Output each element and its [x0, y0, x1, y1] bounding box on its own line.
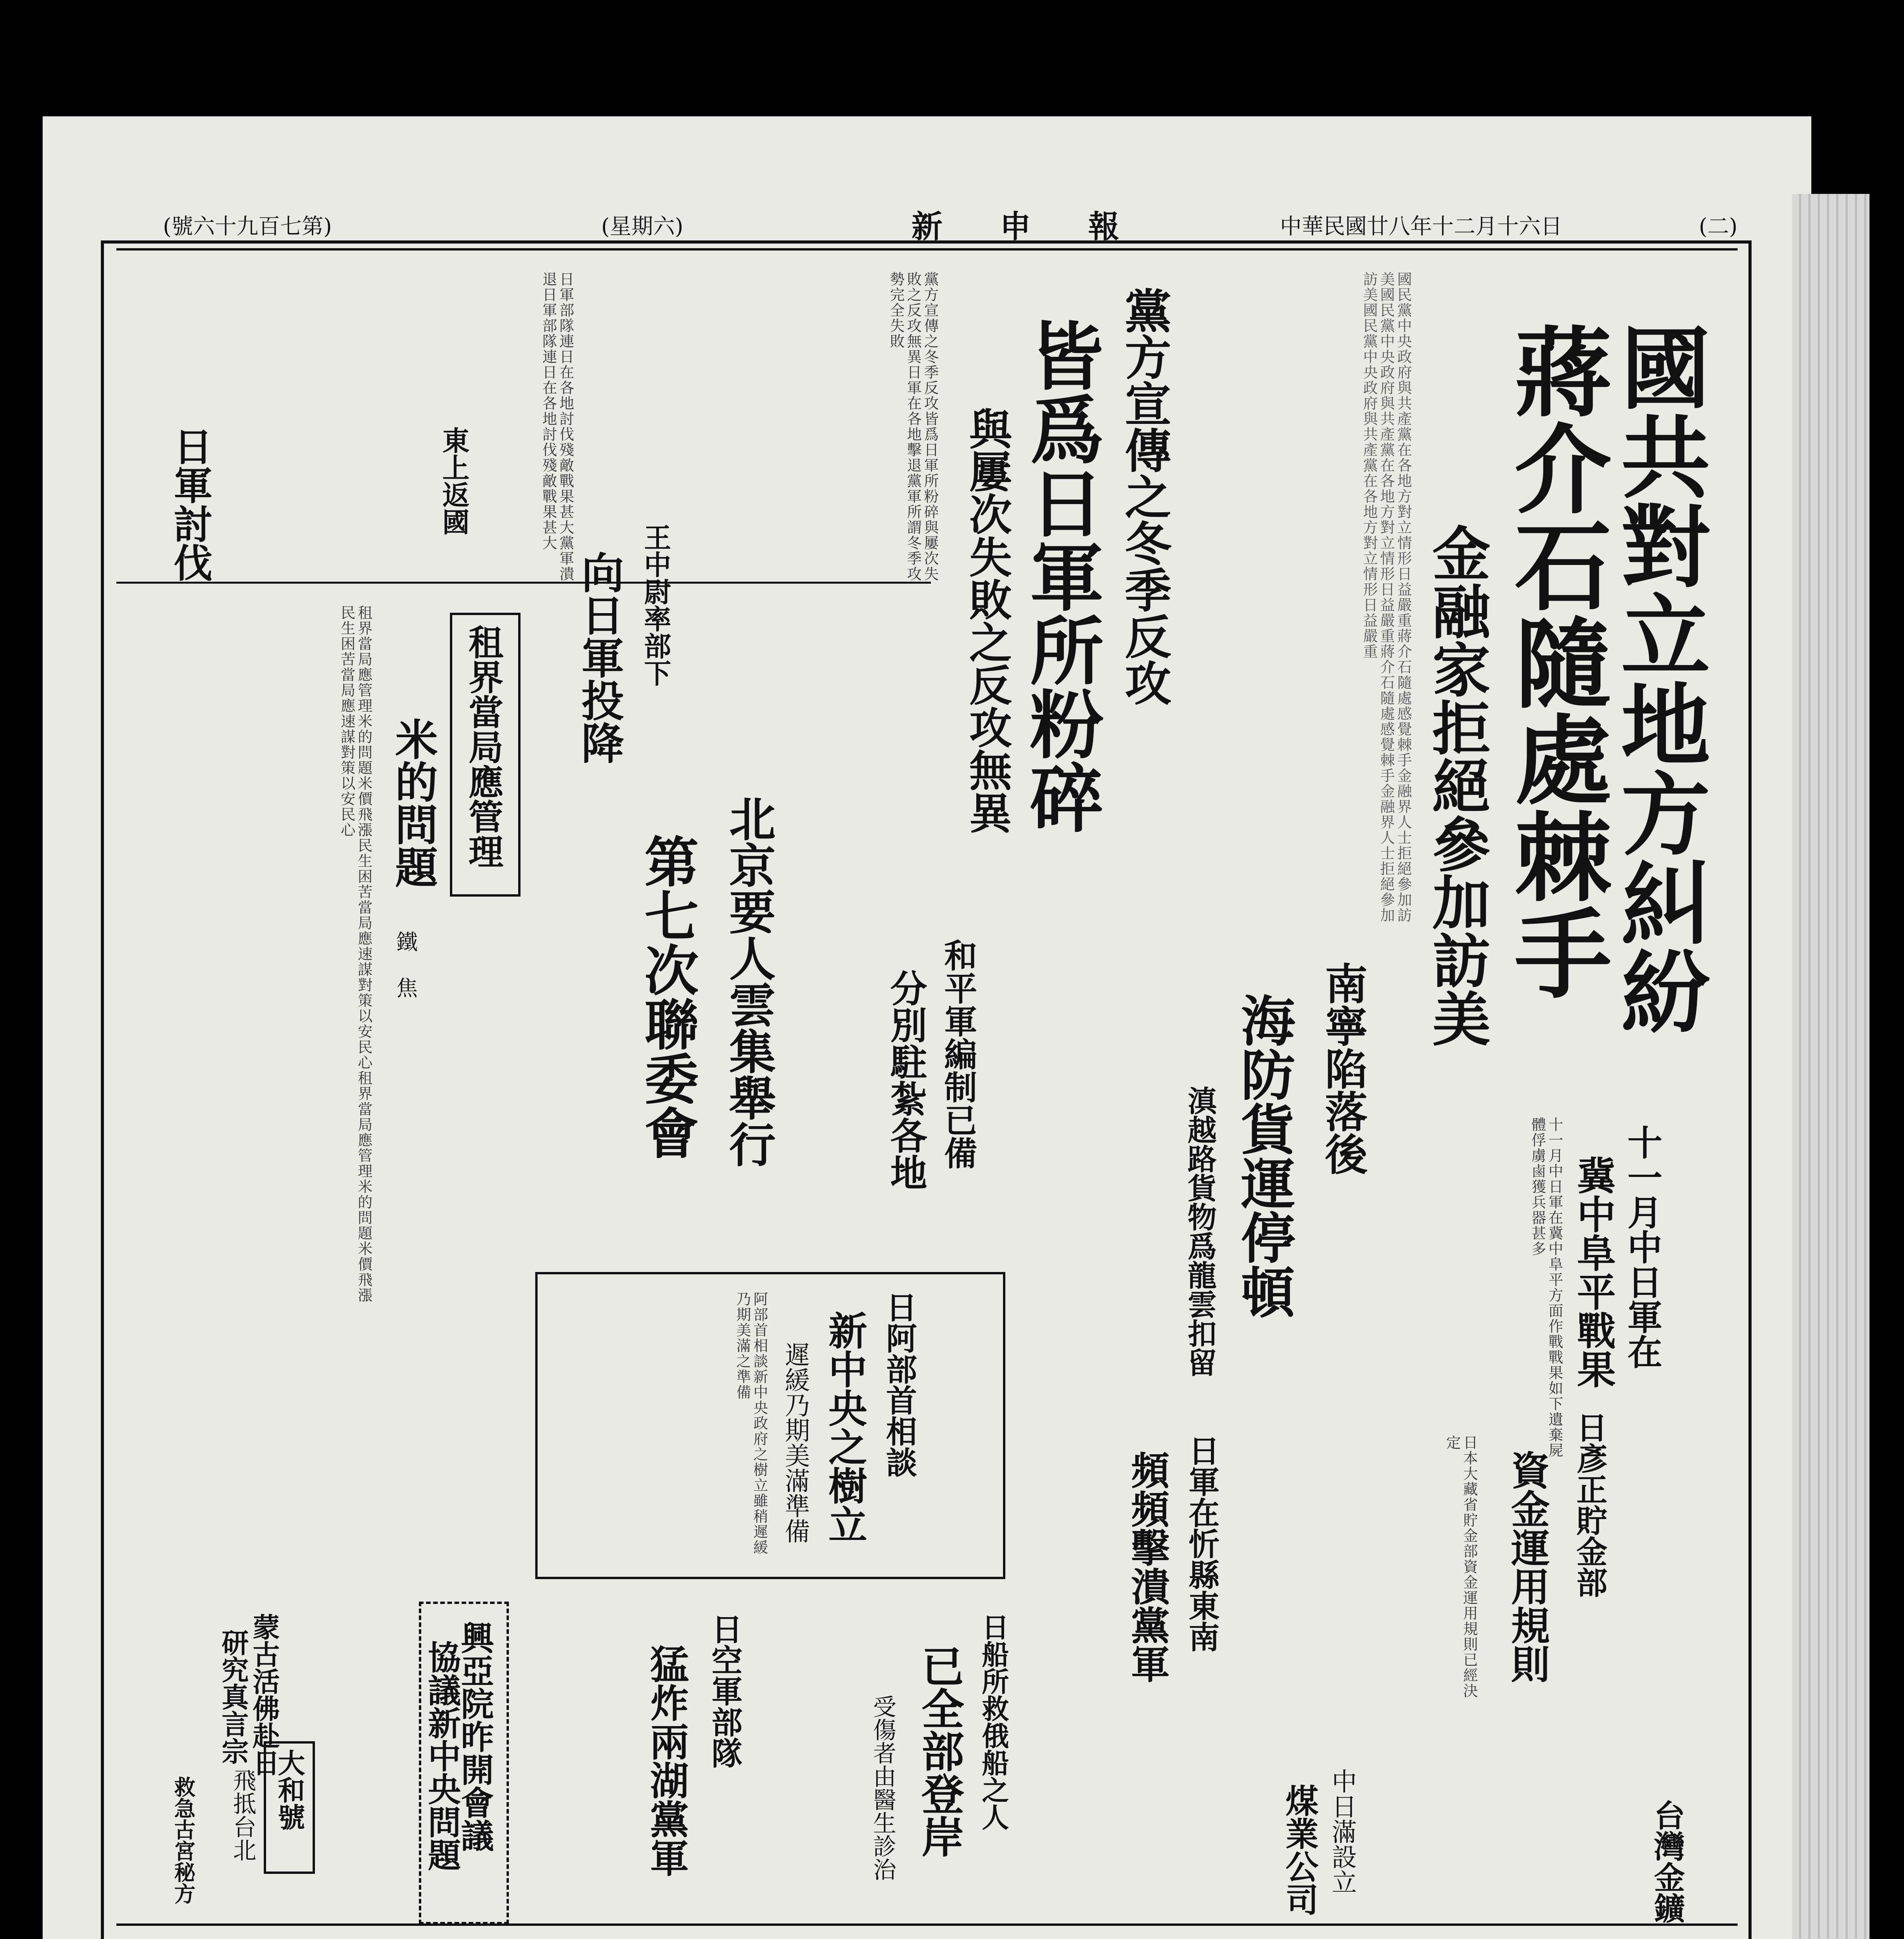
headline-counter-3: 與屢次失敗之反攻無異 — [962, 407, 1012, 834]
headline-airforce-1: 日空軍部隊 — [706, 1613, 743, 1768]
headline-beijing-1: 北京要人雲集舉行 — [721, 795, 776, 1167]
headline-abe-2: 新中央之樹立 — [822, 1311, 868, 1543]
headline-savings-2: 資金運用規則 — [1505, 1450, 1550, 1683]
headline-counter-1: 黨方宣傳之冬季反攻 — [1117, 287, 1172, 706]
paper-name: 新 申 報 — [911, 208, 1143, 245]
headline-counter-2: 皆爲日軍所粉碎 — [1018, 318, 1104, 834]
section-rule-1 — [116, 582, 931, 584]
headline-punish: 日軍討伐 — [167, 427, 213, 582]
page-stack-edge — [1792, 194, 1869, 1939]
headline-abe-1: 日阿部首相談 — [881, 1291, 917, 1478]
headline-coal-1: 中日滿設立 — [1327, 1768, 1356, 1894]
headline-remedy: 救急古宮秘方 — [171, 1776, 196, 1904]
headline-coal-2: 煤業公司 — [1280, 1784, 1319, 1916]
headline-rescue-2: 已全部登岸 — [915, 1644, 965, 1858]
headline-mongol-2: 研究真言宗 — [217, 1629, 249, 1764]
headline-savings-1: 日彥正貯金部 — [1571, 1412, 1608, 1598]
article-body-left-top: 日軍部隊連日在各地討伐殘敵戰果甚大黨軍潰退日軍部隊連日在各地討伐殘敵戰果甚大 — [540, 271, 574, 582]
weekday: (星期六) — [601, 214, 683, 239]
article-body-counter: 黨方宣傳之冬季反攻皆爲日軍所粉碎與屢次失敗之反攻無異日軍在各地擊退黨軍所謂冬季攻勢完全失敗 — [887, 271, 939, 582]
headline-xingya-1: 興亞院昨開會議 — [455, 1621, 494, 1852]
headline-rice-1: 租界當局應管理 — [462, 624, 503, 869]
headline-peace-army-2: 分別駐紮各地 — [884, 970, 927, 1191]
author-byline: 鐵 焦 — [393, 931, 418, 998]
issue-date: 中華民國廿八年十二月十六日 — [1280, 214, 1562, 239]
headline-main-1: 國共對立地方糾紛 — [1606, 322, 1710, 1035]
headline-yamato-1: 大和號 — [273, 1749, 306, 1830]
headline-rescue-3: 受傷者由醫生診治 — [869, 1695, 896, 1881]
article-body-rice: 租界當局應管理米的問題米價飛漲民生困苦當局應速謀對策以安民心租界當局應管理米的問題米價飛漲民生困苦當局應速謀對策以安民心 — [338, 605, 372, 1303]
headline-nanning-1: 南寧陷落後 — [1318, 962, 1368, 1175]
headline-main-2: 蔣介石隨處棘手 — [1498, 322, 1612, 1001]
headline-airforce-2: 猛炸兩湖黨軍 — [643, 1644, 689, 1877]
ad-top-rule — [116, 1923, 1738, 1926]
headline-rice-2: 米的問題 — [388, 717, 438, 888]
headline-fuping-1: 十一月中日軍在 — [1621, 1125, 1662, 1369]
headline-surrender-1: 王中尉率部下 — [640, 524, 672, 686]
headline-xinxian-2: 頻頻擊潰黨軍 — [1124, 1450, 1170, 1683]
article-body-savings: 日本大藏省貯金部資金運用規則已經決定 — [1444, 1435, 1478, 1699]
issue-number: (號六十九百七第) — [163, 214, 332, 239]
headline-xingya-2: 協議新中央問題 — [422, 1640, 461, 1871]
headline-rescue-1: 日船所救俄船之人 — [977, 1613, 1010, 1830]
article-body-fuping: 十一月中日軍在冀中阜平方面作戰戰果如下遺棄屍體俘虜鹵獲兵器甚多 — [1529, 1117, 1563, 1458]
article-body-abe: 阿部首相談新中央政府之樹立雖稍遲緩乃期美滿之準備 — [734, 1291, 768, 1555]
headline-abe-3: 遲緩乃期美滿準備 — [780, 1342, 809, 1543]
headline-beijing-2: 第七次聯委會 — [635, 834, 699, 1160]
headline-nanning-3: 滇越路貨物爲龍雲扣留 — [1183, 1086, 1217, 1377]
headline-main-3: 金融家拒絕參加訪美 — [1422, 524, 1491, 1047]
headline-taiwan-gold: 台灣金鑛 — [1649, 1799, 1685, 1923]
headline-xinxian-1: 日軍在忻縣東南 — [1183, 1435, 1220, 1652]
masthead-rule — [116, 248, 1738, 251]
headline-mongol-1: 蒙古活佛赴日 — [248, 1613, 280, 1776]
page-number: (二) — [1699, 214, 1738, 239]
headline-return: 東上返國 — [438, 427, 470, 535]
headline-nanning-2: 海防貨運停頓 — [1232, 993, 1295, 1319]
headline-yamato-2: 飛抵台北 — [229, 1768, 256, 1861]
headline-peace-army-1: 和平軍編制已備 — [939, 938, 977, 1169]
headline-fuping-2: 冀中阜平戰果 — [1570, 1156, 1616, 1388]
article-body-top-right: 國民黨中央政府與共產黨在各地方對立情形日益嚴重蔣介石隨處感覺棘手金融界人士拒絕參加訪美國民黨中央政府與共產黨在各地方對立情形日益嚴重蔣介石隨處感覺棘手金融界人士拒絕參加訪美國民黨中央政府與共產黨在各地方對立情形日益嚴重 — [1361, 271, 1412, 923]
headline-surrender-2: 向日軍投降 — [574, 551, 624, 764]
